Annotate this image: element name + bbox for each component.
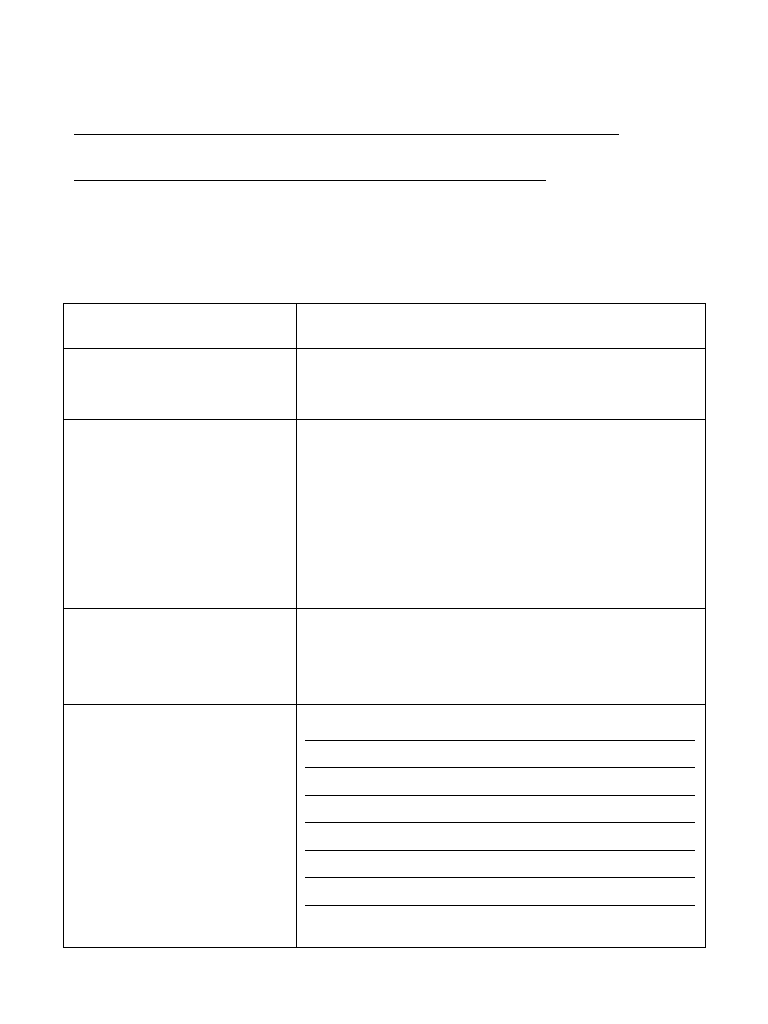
dad-label xyxy=(64,609,297,705)
fields-row xyxy=(64,349,706,420)
writing-line[interactable] xyxy=(305,741,695,769)
teacher-line xyxy=(74,162,546,186)
writing-line[interactable] xyxy=(305,796,695,824)
objectives-label xyxy=(64,420,297,609)
writing-line[interactable] xyxy=(305,878,695,906)
school-line xyxy=(74,116,619,140)
school-blank[interactable] xyxy=(74,116,619,135)
left-book-border xyxy=(6,90,66,950)
writing-line[interactable] xyxy=(305,823,695,851)
fields-label xyxy=(64,349,297,420)
development-label xyxy=(64,705,297,948)
bottom-book-border xyxy=(0,948,768,1024)
writing-lines xyxy=(297,705,705,906)
dad-row xyxy=(64,609,706,705)
bncc-table xyxy=(63,303,706,948)
writing-line[interactable] xyxy=(305,851,695,879)
development-row xyxy=(64,705,706,948)
teacher-blank[interactable] xyxy=(74,162,546,181)
dad-options xyxy=(297,609,706,705)
right-book-border xyxy=(714,90,768,950)
objectives-row xyxy=(64,420,706,609)
age-row xyxy=(64,304,706,349)
objectives-value xyxy=(297,420,706,609)
writing-line[interactable] xyxy=(305,768,695,796)
age-value xyxy=(297,304,706,349)
writing-line[interactable] xyxy=(305,713,695,741)
age-label xyxy=(64,304,297,349)
top-book-border xyxy=(0,10,768,86)
development-writing-area[interactable] xyxy=(297,705,706,948)
fields-value xyxy=(297,349,706,420)
